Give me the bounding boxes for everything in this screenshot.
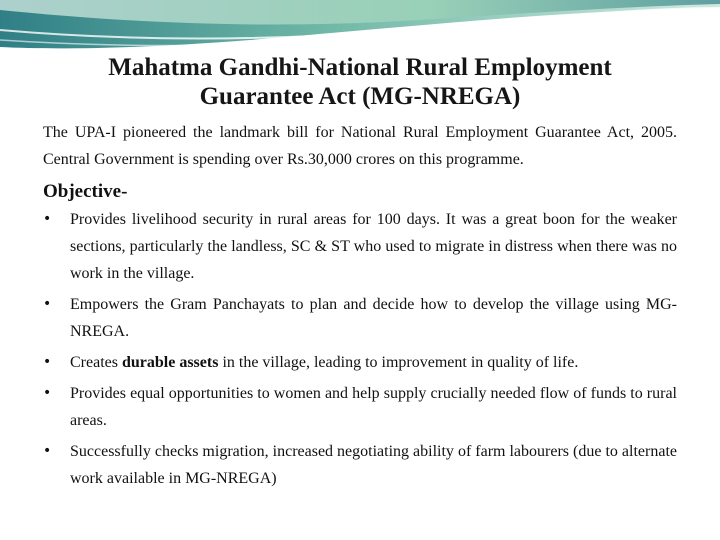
objective-heading: Objective- — [43, 181, 128, 202]
bullet-dot-icon: • — [43, 385, 52, 401]
bullet-text: Provides equal opportunities to women and help supply crucially needed flow of funds to rural areas. — [70, 385, 677, 429]
bullet-dot-icon: • — [43, 354, 52, 370]
bullet-dot-icon: • — [43, 296, 52, 312]
bullet-text-post: in the village, leading to improvement in quality of life. — [218, 354, 579, 371]
bullet-item — [43, 291, 677, 345]
bullet-item — [43, 438, 677, 492]
header-swoosh-decoration — [0, 0, 720, 60]
intro-paragraph: The UPA-I pioneered the landmark bill for National Rural Employment Guarantee Act, 2005. Central Government is spending over Rs.30,000 crores on this programme. — [43, 124, 677, 168]
bullet-dot-icon: • — [43, 443, 52, 459]
slide-title — [0, 53, 720, 111]
bullet-text: Provides livelihood security in rural areas for 100 days. It was a great boon for the weaker sections, particularly the landless, SC & ST who used to migrate in distress when there was no work in the village. — [70, 211, 677, 282]
bullet-item — [43, 380, 677, 434]
objective-bullet-list — [43, 206, 677, 492]
bullet-item — [43, 349, 677, 376]
bullet-text: Empowers the Gram Panchayats to plan and decide how to develop the village using MG-NREGA. — [70, 296, 677, 340]
bullet-text: Successfully checks migration, increased negotiating ability of farm labourers (due to alternate work available in MG-NREGA) — [70, 443, 677, 487]
bullet-text-pre: Creates — [70, 354, 122, 371]
bullet-text-bold: durable assets — [121, 354, 219, 371]
slide-title-line-2: Guarantee Act (MG-NREGA) — [199, 83, 521, 110]
bullet-item — [43, 206, 677, 287]
bullet-dot-icon: • — [43, 211, 52, 227]
slide-title-line-1: Mahatma Gandhi-National Rural Employment — [108, 54, 612, 81]
slide-body — [43, 119, 677, 496]
